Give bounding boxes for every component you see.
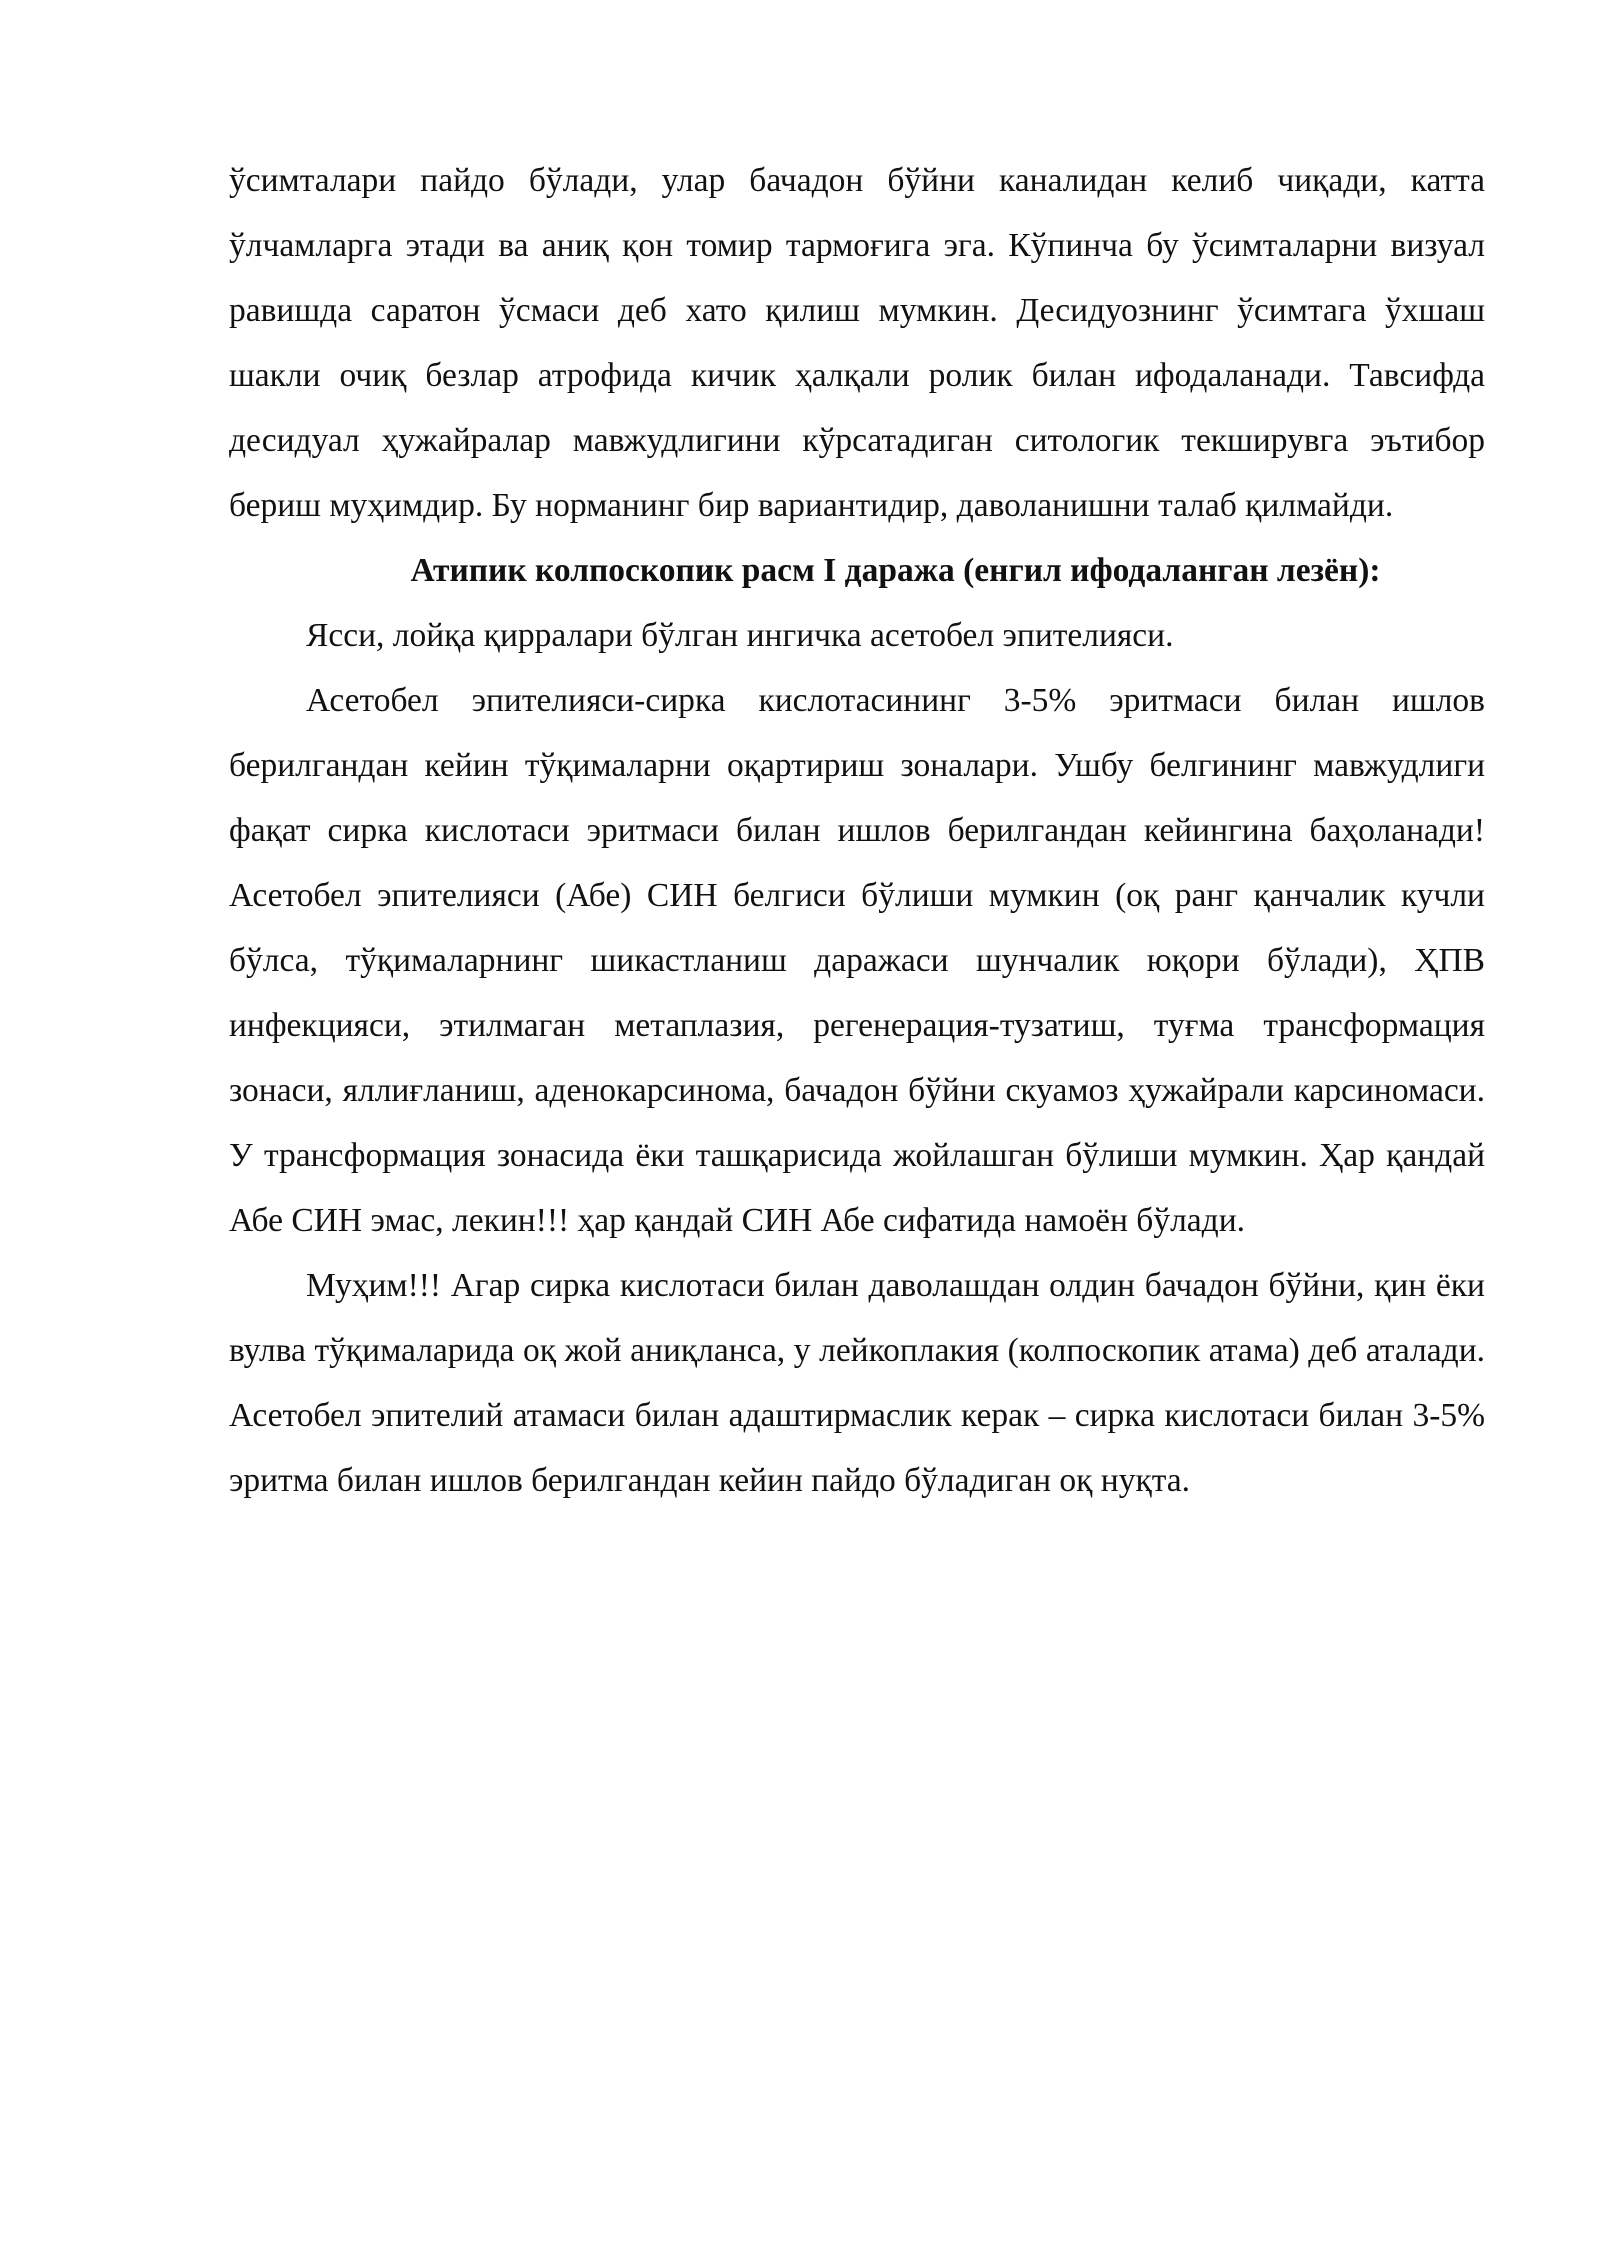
paragraph-important: Муҳим!!! Агар сирка кислотаси билан даволашдан олдин бачадон бўйни, қин ёки вулва тўқималарида оқ жой аниқланса, у лейкоплакия (колпоскопик атама) деб аталади. Асетобел эпителий атамаси билан адаштирмаслик керак – сирка кислотаси билан 3-5% эритма билан ишлов берилгандан кейин пайдо бўладиган оқ нуқта.: [229, 1267, 1485, 1499]
paragraph-definition: Ясси, лойқа қирралари бўлган ингичка асетобел эпителияси.: [306, 617, 1174, 654]
section-heading: Атипик колпоскопик расм I даража (енгил ифодаланган лезён):: [410, 552, 1381, 589]
document-body: [229, 148, 1485, 1513]
paragraph-continuation: ўсимталари пайдо бўлади, улар бачадон бўйни каналидан келиб чиқади, катта ўлчамларга этади ва аниқ қон томир тармоғига эга. Кўпинча бу ўсимталарни визуал равишда саратон ўсмаси деб хато қилиш мумкин. Десидуознинг ўсимтага ўхшаш шакли очиқ безлар атрофида кичик ҳалқали ролик билан ифодаланади. Тавсифда десидуал ҳужайралар мавжудлигини кўрсатадиган ситологик текширувга эътибор бериш муҳимдир. Бу норманинг бир вариантидир, даволанишни талаб қилмайди.: [229, 162, 1485, 524]
paragraph-acetowhite: Асетобел эпителияси-сирка кислотасининг 3-5% эритмаси билан ишлов берилгандан кейин тўқималарни оқартириш зоналари. Ушбу белгининг мавжудлиги фақат сирка кислотаси эритмаси билан ишлов берилгандан кейингина баҳоланади! Асетобел эпителияси (Абе) СИН белгиси бўлиши мумкин (оқ ранг қанчалик кучли бўлса, тўқималарнинг шикастланиш даражаси шунчалик юқори бўлади), ҲПВ инфекцияси, этилмаган метаплазия, регенерация-тузатиш, туғма трансформация зонаси, яллиғланиш, аденокарсинома, бачадон бўйни скуамоз ҳужайрали карсиномаси. У трансформация зонасида ёки ташқарисида жойлашган бўлиши мумкин. Ҳар қандай Абе СИН эмас, лекин!!! ҳар қандай СИН Абе сифатида намоён бўлади.: [229, 682, 1485, 1239]
